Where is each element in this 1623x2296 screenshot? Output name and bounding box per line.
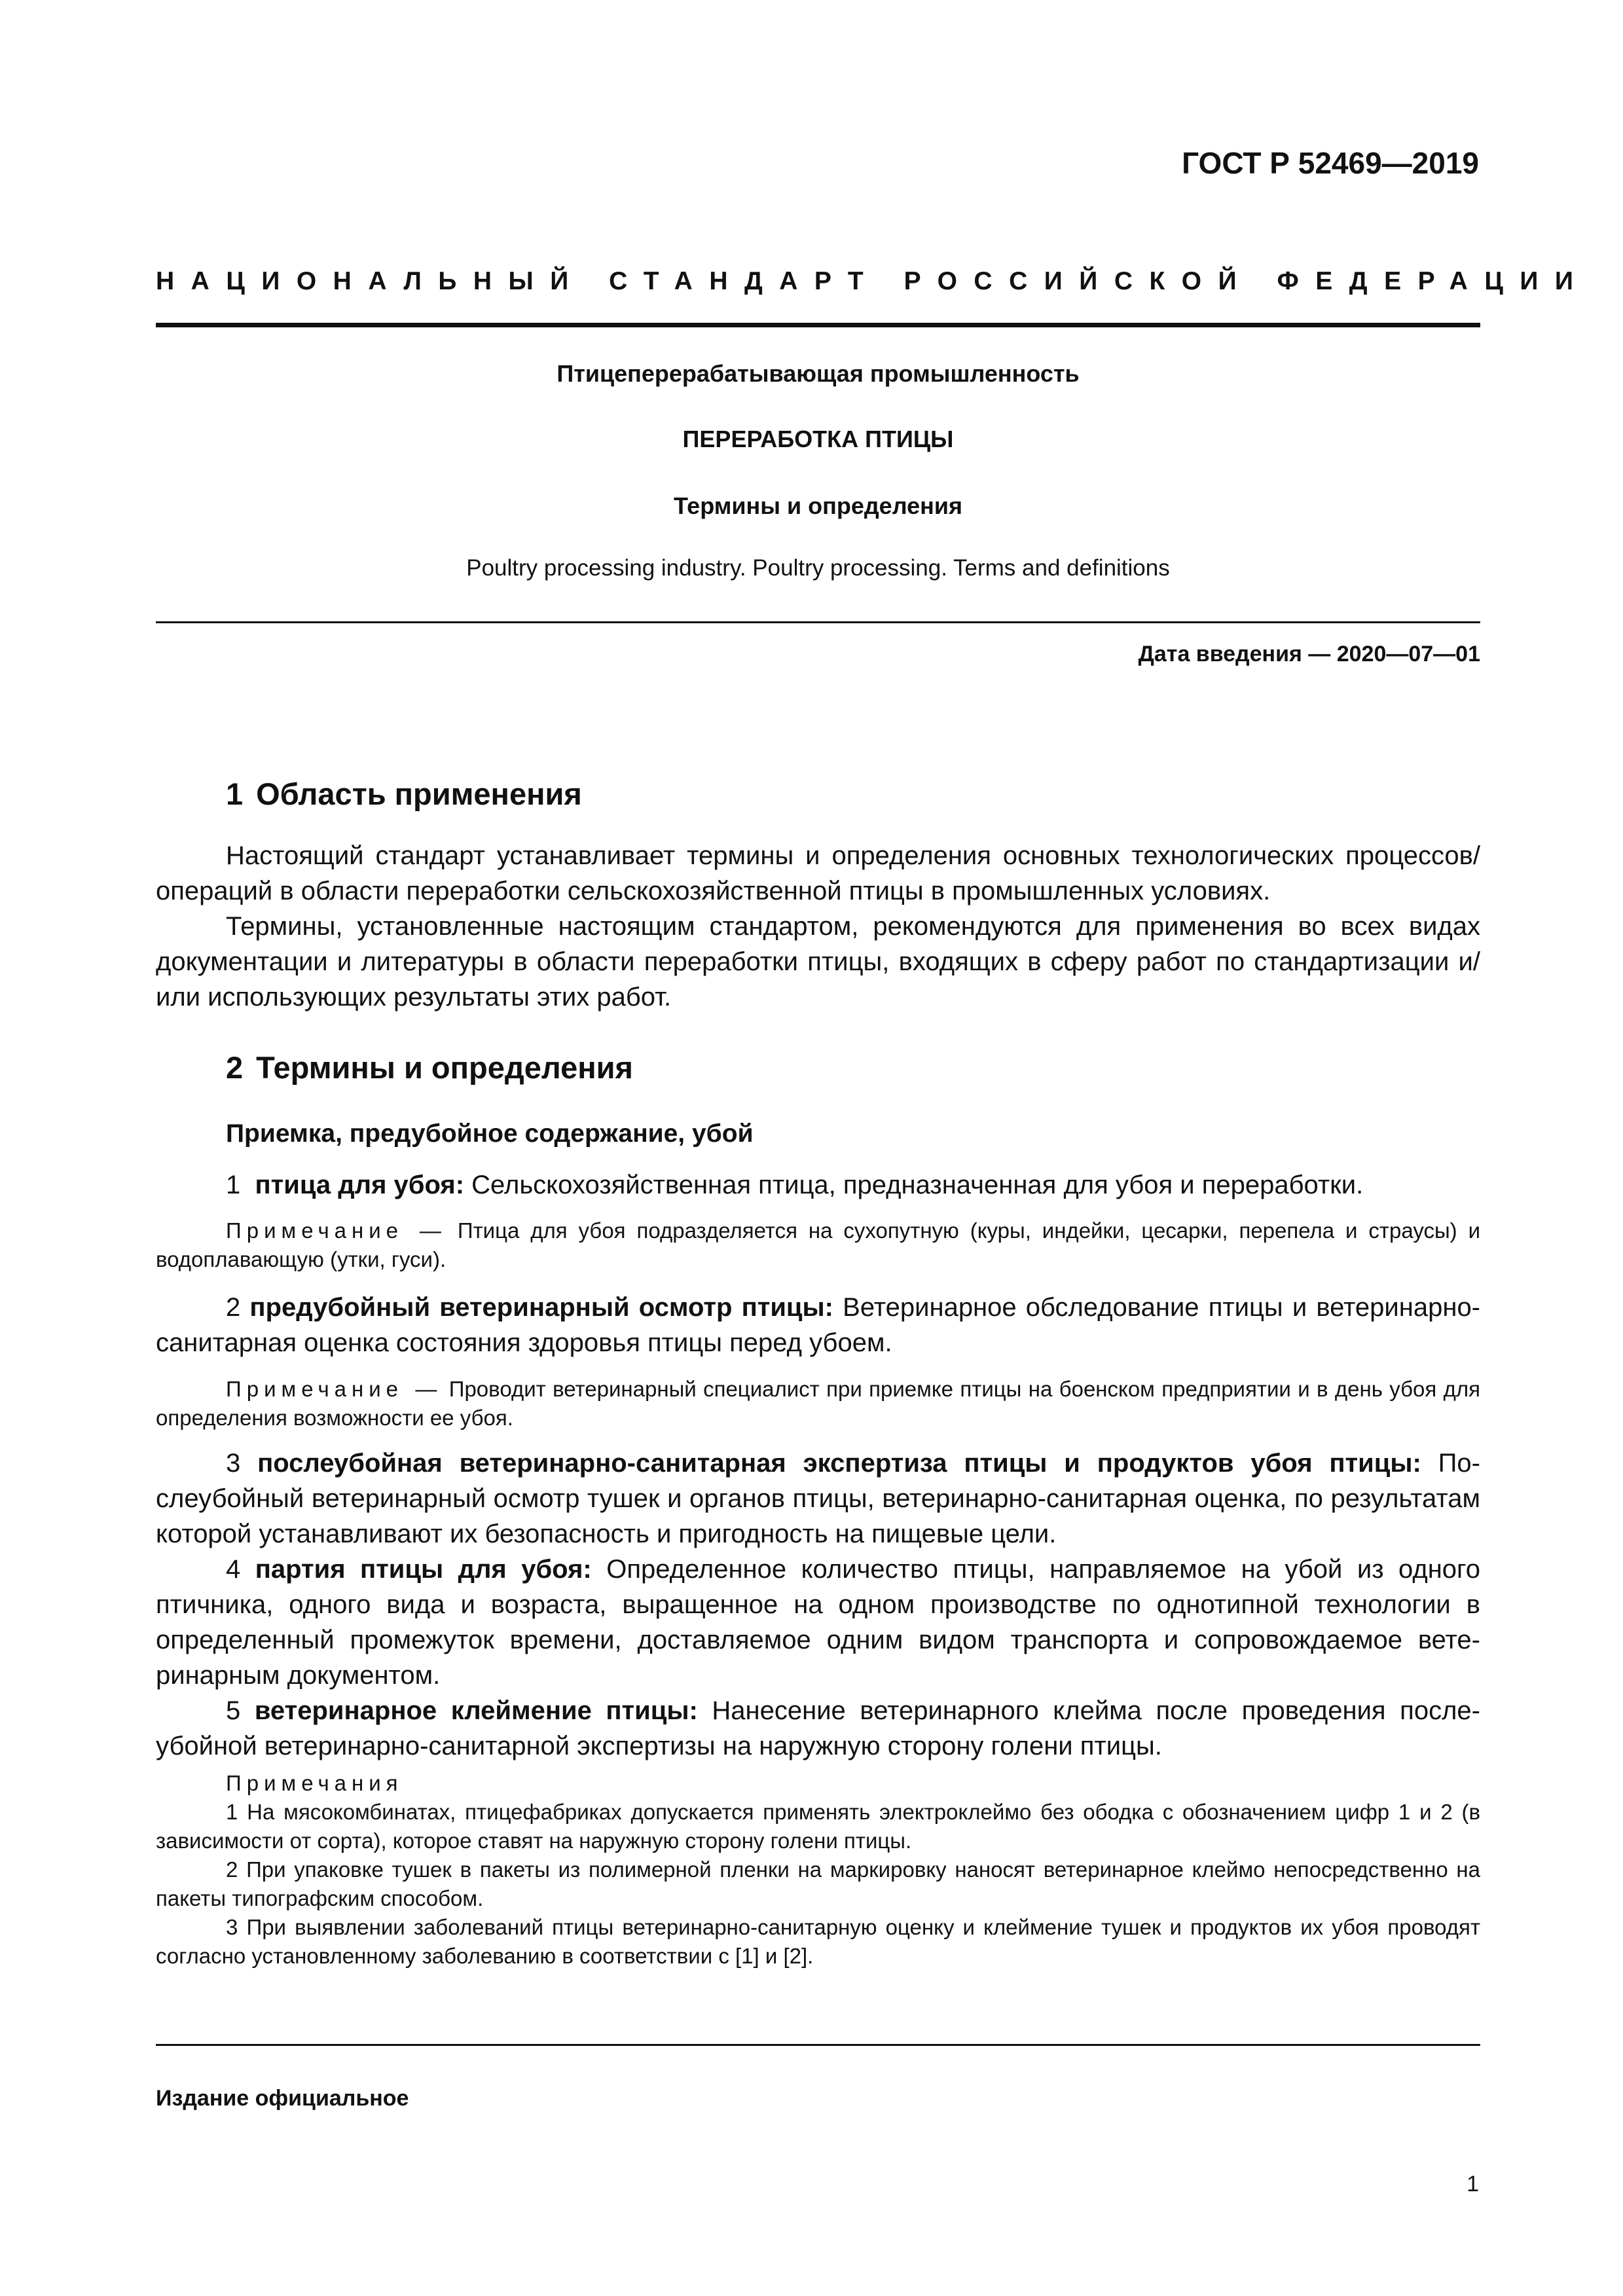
main-title: ПЕРЕРАБОТКА ПТИЦЫ (682, 426, 954, 452)
term-name: послеубойная ветеринарно-санитарная экспертиза птицы и продуктов убоя птицы: (257, 1449, 1421, 1478)
term-1-note (156, 1216, 1480, 1274)
term-name: птица для убоя: (255, 1171, 465, 1199)
section-2-title: Термины и определения (256, 1050, 633, 1085)
document-number: ГОСТ Р 52469—2019 (1182, 146, 1479, 180)
term-entries-3-5 (156, 1446, 1480, 1764)
term-definition: Сельскохозяйственная птица, предназначенная для убоя и переработки. (471, 1171, 1364, 1199)
term-definition: Ветеринарное обследование птицы и ветеринарно-санитарная оценка состояния здоровья птицы перед убоем. (156, 1293, 1481, 1357)
subtitle: Термины и определения (673, 492, 963, 519)
header-divider (156, 323, 1480, 327)
section-2-heading (226, 1049, 633, 1085)
section-1-heading (226, 776, 582, 812)
section-1-body (156, 838, 1480, 1015)
term-number: 1 (226, 1171, 241, 1199)
term-definition: Определенное количество птицы, направляемое на убой из одного птичника, одного вида и возраста, выращенное на одном производстве по однотипной технологии в определенный промежуток времени, доставляемое одним видом транспорта и сопровождаемое ветеринарным документом. (156, 1555, 1480, 1690)
term-definition: Нанесение ветеринарного клейма после проведения послеубойной ветеринарно-санитарной экспертизы на наружную сторону голени птицы. (156, 1696, 1480, 1760)
note-text: Проводит ветеринарный специалист при приемке птицы на боенском предприятии и в день убоя для определения возможности ее убоя. (156, 1377, 1480, 1430)
notes-label: Примечания (226, 1771, 403, 1795)
section-1-paragraph: Термины, установленные настоящим стандартом, рекомендуются для применения во всех видах документации и литературы в области переработки птицы, входящих в сферу работ по стандартизации и/или использующих результаты этих работ. (156, 912, 1480, 1011)
section-1-title: Область применения (256, 776, 582, 811)
section-2-number: 2 (226, 1050, 244, 1085)
term-entry-2 (156, 1290, 1480, 1360)
title-divider (156, 621, 1480, 623)
note-label: Примечание — (226, 1218, 447, 1243)
note-label: Примечание — (226, 1377, 443, 1401)
page-number: 1 (1467, 2172, 1479, 2196)
term-number: 2 (226, 1293, 241, 1322)
term-number: 4 (226, 1555, 241, 1584)
note-item: 3 При выявлении заболеваний птицы ветеринарно-санитарную оценку и клеймение тушек и продуктов их убоя проводят согласно установленному заболеванию в соответствии с [1] и [2]. (156, 1915, 1480, 1968)
term-name: предубойный ветеринарный осмотр птицы: (249, 1293, 833, 1322)
note-text: Птица для убоя подразделяется на сухопутную (куры, индейки, цесарки, перепела и страусы) и водоплавающую (утки, гуси). (156, 1218, 1480, 1271)
footer-divider (156, 2044, 1480, 2046)
term-number: 5 (226, 1696, 241, 1725)
industry-title: Птицеперерабатывающая промышленность (556, 360, 1080, 387)
section-1-number: 1 (226, 776, 244, 811)
term-name: партия птицы для убоя: (255, 1555, 592, 1584)
section-2-subheading: Приемка, предубойное содержание, убой (226, 1120, 754, 1148)
term-5-notes (156, 1769, 1480, 1971)
term-number: 3 (226, 1449, 241, 1478)
term-entry-1 (156, 1167, 1480, 1203)
note-item: 2 При упаковке тушек в пакеты из полимерной пленки на маркировку наносят ветеринарное клеймо непосредственно на пакеты типографским способом. (156, 1857, 1480, 1910)
note-item: 1 На мясокомбинатах, птицефабриках допускается применять электроклеймо без ободка с обозначением цифр 1 и 2 (в зависимости от сорта), которое ставят на наружную сторону голени птицы. (156, 1800, 1480, 1853)
term-entry-4 (156, 1552, 1480, 1693)
section-1-paragraph: Настоящий стандарт устанавливает термины и определения основных технологических процессов/операций в области переработки сельскохозяйственной птицы в промышленных условиях. (156, 841, 1480, 905)
official-edition-label: Издание официальное (156, 2086, 409, 2111)
introduction-date: Дата введения — 2020—07—01 (1138, 642, 1480, 666)
term-definition: Послеубойный ветеринарный осмотр тушек и органов птицы, ветеринарно-санитарная оценка, по результатам которой устанавливают их безопасность и пригодность на пищевые цели. (156, 1449, 1480, 1548)
term-name: ветеринарное клеймение птицы: (254, 1696, 698, 1725)
english-title: Poultry processing industry. Poultry processing. Terms and definitions (466, 555, 1170, 581)
term-entry-5 (156, 1693, 1480, 1764)
term-entry-3 (156, 1446, 1480, 1552)
term-2-note (156, 1375, 1480, 1432)
national-standard-banner: НАЦИОНАЛЬНЫЙ СТАНДАРТ РОССИЙСКОЙ ФЕДЕРАЦИИ (156, 267, 1590, 295)
